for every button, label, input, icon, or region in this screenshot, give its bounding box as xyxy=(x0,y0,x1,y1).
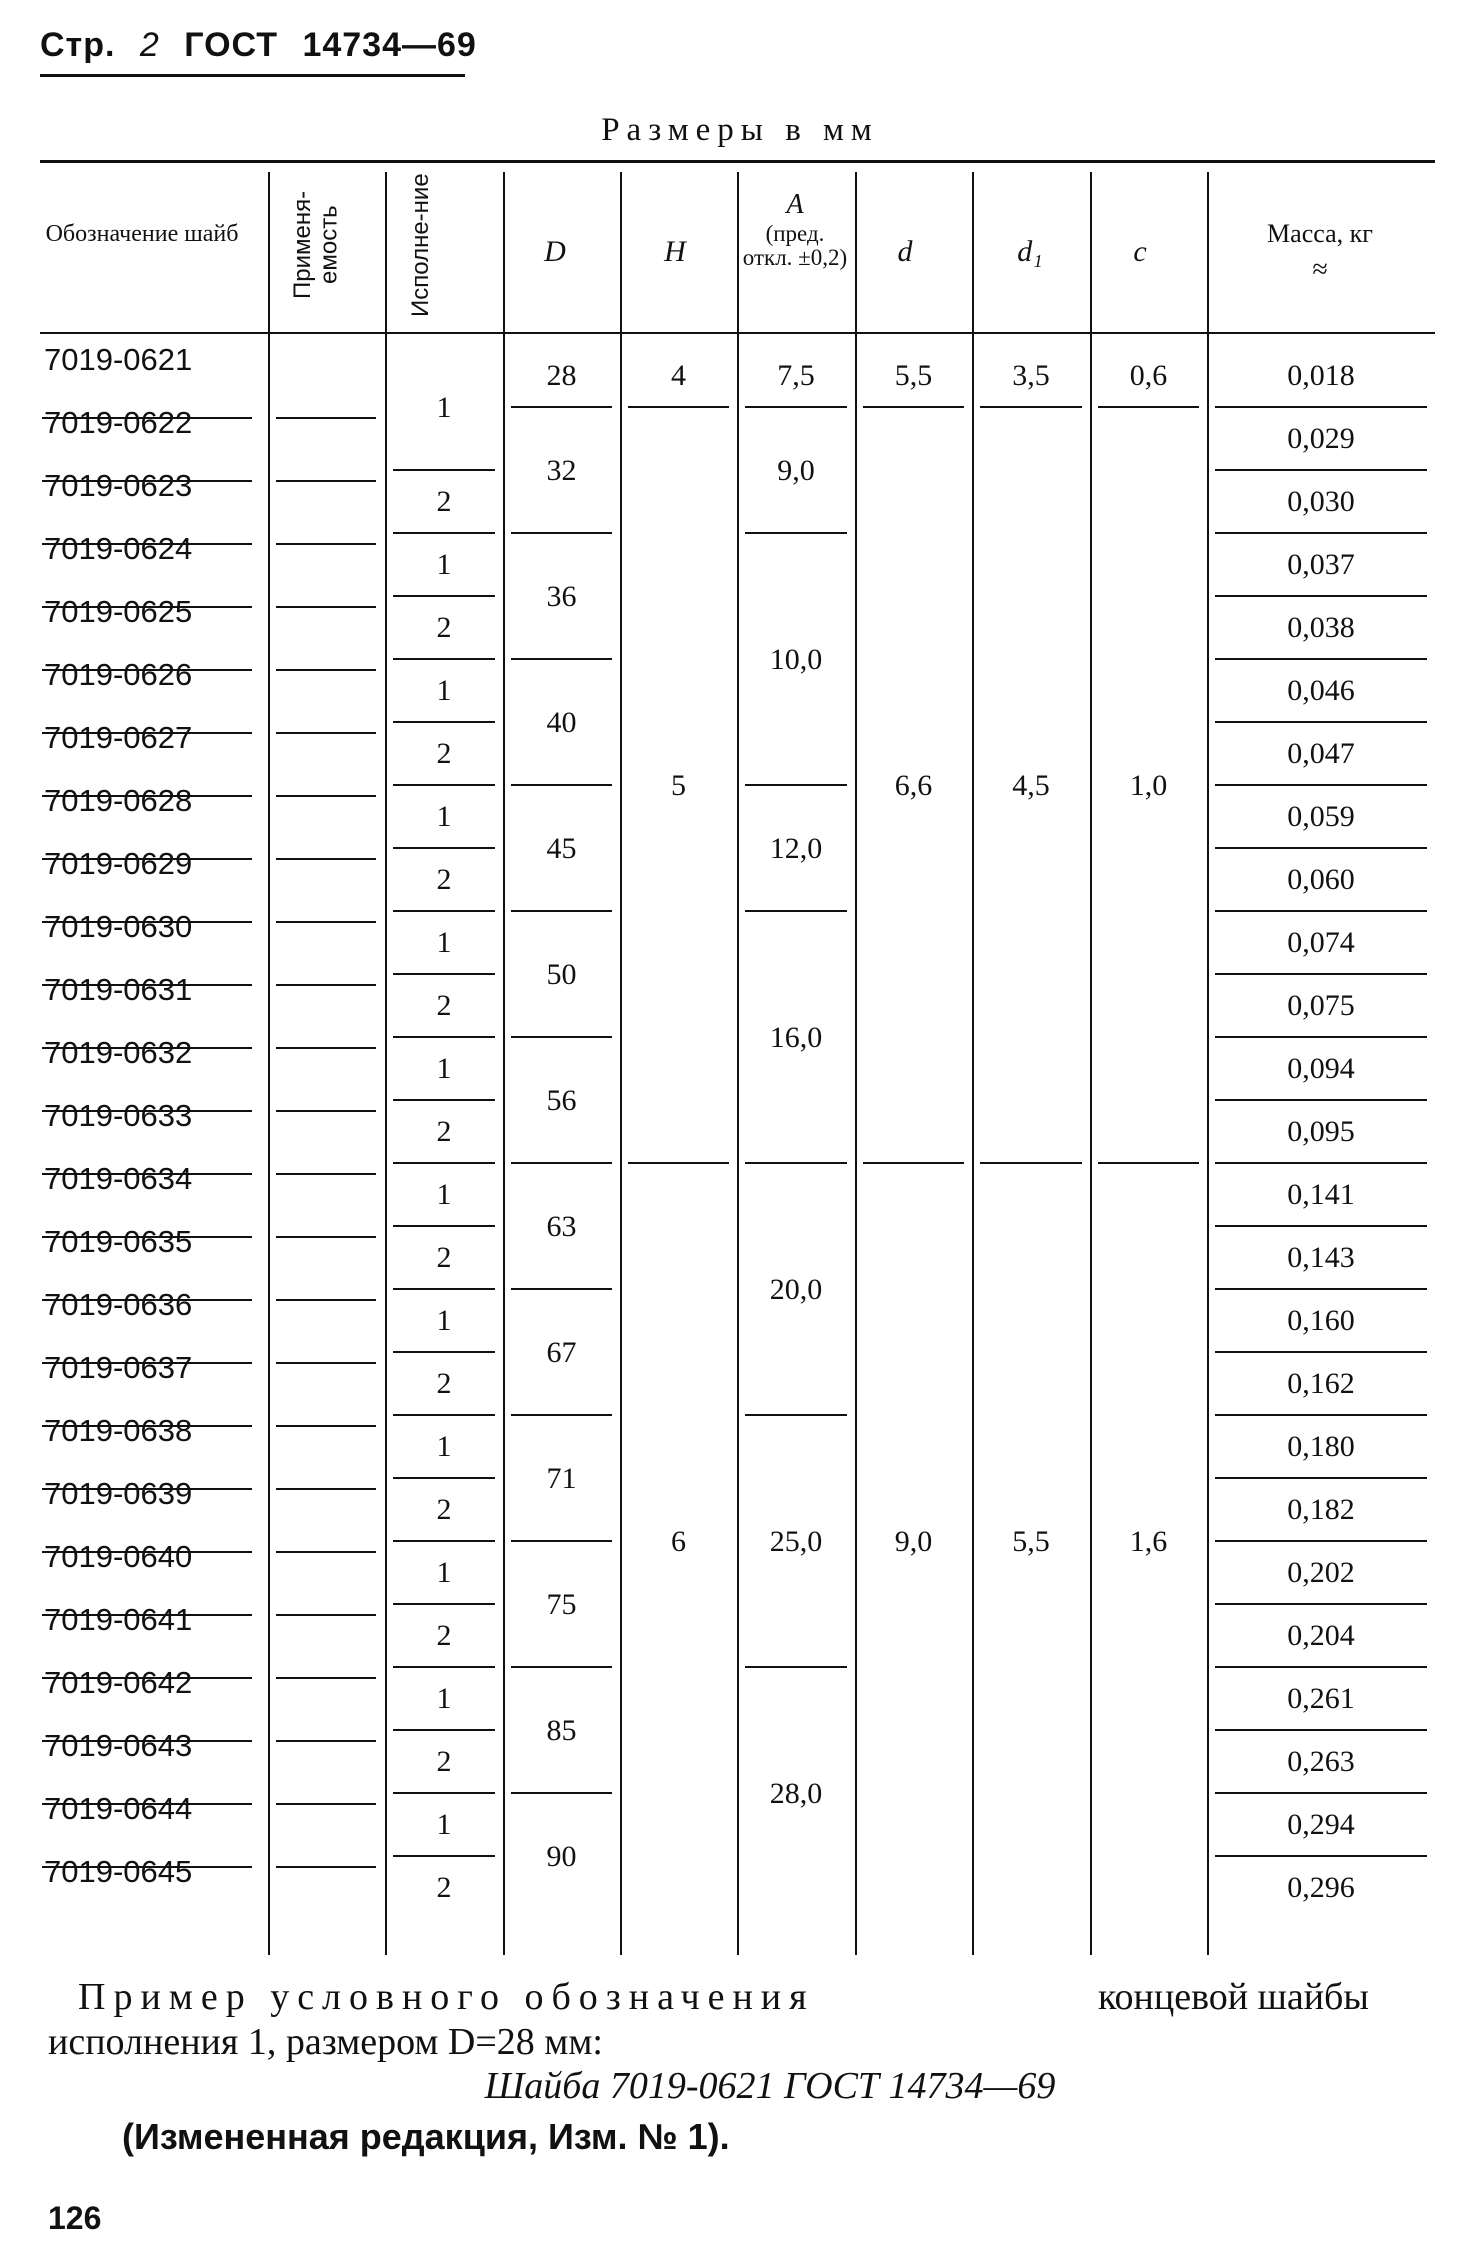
row-rule xyxy=(276,1425,376,1427)
row-rule xyxy=(276,1677,376,1679)
row-rule xyxy=(276,1614,376,1616)
designation-cell: 7019-0632 xyxy=(44,1035,193,1070)
col-header-version: Исполне-ние xyxy=(407,173,434,317)
designation-cell: 7019-0636 xyxy=(44,1287,193,1322)
row-rule xyxy=(276,669,376,671)
D-cell: 45 xyxy=(546,831,577,865)
mass-cell: 0,160 xyxy=(1287,1304,1355,1337)
mass-cell: 0,141 xyxy=(1287,1178,1355,1211)
designation-cell: 7019-0629 xyxy=(44,846,193,881)
mass-cell: 0,296 xyxy=(1287,1871,1355,1904)
row-rule xyxy=(276,732,376,734)
col-header-H: H xyxy=(664,235,686,268)
designation-cell: 7019-0626 xyxy=(44,657,193,692)
page-header xyxy=(40,26,491,65)
D-cell: 90 xyxy=(546,1839,577,1873)
d1-cell: 3,5 xyxy=(1012,359,1050,392)
A-cell: 12,0 xyxy=(769,831,823,865)
version-cell: 1 xyxy=(436,1052,452,1085)
version-cell: 1 xyxy=(436,926,452,959)
H-cell: 6 xyxy=(671,1524,686,1558)
version-cell: 1 xyxy=(436,1304,452,1337)
d-cell: 5,5 xyxy=(894,359,933,392)
example-line-1a: Пример условного обозначения xyxy=(78,1976,815,2018)
designation-cell: 7019-0628 xyxy=(44,783,193,818)
version-cell: 2 xyxy=(436,1115,452,1148)
row-rule xyxy=(276,606,376,608)
D-cell: 75 xyxy=(546,1587,577,1621)
row-rule xyxy=(276,1047,376,1049)
units-caption: Размеры в мм xyxy=(601,112,879,148)
column-rule xyxy=(972,172,974,1955)
row-rule xyxy=(276,1110,376,1112)
row-rule xyxy=(276,921,376,923)
mass-cell: 0,261 xyxy=(1287,1682,1355,1715)
designation-cell: 7019-0630 xyxy=(44,909,193,944)
mass-cell: 0,060 xyxy=(1287,863,1355,896)
A-cell: 20,0 xyxy=(769,1272,823,1306)
version-cell: 2 xyxy=(436,485,452,518)
row-rule xyxy=(276,1551,376,1553)
row-rule xyxy=(276,1362,376,1364)
version-cell: 2 xyxy=(436,1745,452,1778)
version-cell: 2 xyxy=(436,1493,452,1526)
A-cell: 10,0 xyxy=(769,642,823,676)
col-header-mass-approx: ≈ xyxy=(1312,254,1328,285)
mass-cell: 0,143 xyxy=(1287,1241,1355,1274)
row-rule xyxy=(276,1740,376,1742)
version-cell: 2 xyxy=(436,1241,452,1274)
mass-cell: 0,204 xyxy=(1287,1619,1355,1652)
designation-cell: 7019-0643 xyxy=(44,1728,193,1763)
d1-cell: 4,5 xyxy=(1012,768,1050,802)
D-cell: 40 xyxy=(546,705,577,739)
version-cell: 2 xyxy=(436,863,452,896)
column-rule xyxy=(855,172,857,1955)
row-rule xyxy=(276,1803,376,1805)
D-cell: 56 xyxy=(546,1083,577,1117)
row-rule xyxy=(276,543,376,545)
version-cell: 2 xyxy=(436,1619,452,1652)
designation-cell: 7019-0623 xyxy=(44,468,193,503)
version-cell: 1 xyxy=(436,1178,452,1211)
designation-cell: 7019-0644 xyxy=(44,1791,193,1826)
mass-cell: 0,074 xyxy=(1287,926,1355,959)
H-cell: 4 xyxy=(671,359,686,392)
row-rule xyxy=(276,1173,376,1175)
example-line-2: исполнения 1, размером D=28 мм: xyxy=(48,2021,603,2063)
designation-cell: 7019-0641 xyxy=(44,1602,193,1637)
designation-cell: 7019-0622 xyxy=(44,405,193,440)
column-rule xyxy=(503,172,505,1955)
mass-cell: 0,038 xyxy=(1287,611,1355,644)
c-cell: 0,6 xyxy=(1129,359,1168,392)
row-rule xyxy=(276,795,376,797)
D-cell: 36 xyxy=(546,579,577,613)
A-cell: 9,0 xyxy=(777,453,815,487)
designation-cell: 7019-0645 xyxy=(44,1854,193,1889)
mass-cell: 0,263 xyxy=(1287,1745,1355,1778)
row-rule xyxy=(276,417,376,419)
row-rule xyxy=(276,1236,376,1238)
mass-cell: 0,059 xyxy=(1287,800,1355,833)
A-cell: 7,5 xyxy=(777,359,815,392)
column-rule xyxy=(268,172,270,1955)
c-cell: 1,6 xyxy=(1129,1524,1168,1558)
A-cell: 28,0 xyxy=(769,1776,823,1810)
row-rule xyxy=(276,1488,376,1490)
designation-cell: 7019-0621 xyxy=(44,342,193,377)
mass-cell: 0,037 xyxy=(1287,548,1355,581)
designation-cell: 7019-0640 xyxy=(44,1539,193,1574)
row-rule xyxy=(276,480,376,482)
mass-cell: 0,202 xyxy=(1287,1556,1355,1589)
mass-cell: 0,182 xyxy=(1287,1493,1355,1526)
designation-cell: 7019-0631 xyxy=(44,972,193,1007)
version-cell: 2 xyxy=(436,737,452,770)
mass-cell: 0,046 xyxy=(1287,674,1355,707)
col-header-designation: Обозначение шайб xyxy=(45,221,239,247)
standard-number: 14734—69 xyxy=(302,26,477,64)
version-cell: 1 xyxy=(436,548,452,581)
column-rule xyxy=(737,172,739,1955)
version-cell: 1 xyxy=(436,1556,452,1589)
page-label: Стр. xyxy=(40,26,116,64)
mass-cell: 0,018 xyxy=(1287,359,1355,392)
version-cell: 2 xyxy=(436,989,452,1022)
designation-cell: 7019-0642 xyxy=(44,1665,193,1700)
d-cell: 6,6 xyxy=(894,768,933,802)
D-cell: 85 xyxy=(546,1713,577,1747)
version-cell: 2 xyxy=(436,1367,452,1400)
col-header-c: c xyxy=(1133,235,1147,268)
example-designation: Шайба 7019-0621 ГОСТ 14734—69 xyxy=(484,2065,1056,2107)
D-cell: 67 xyxy=(546,1335,577,1369)
page-no: 2 xyxy=(139,26,160,64)
designation-cell: 7019-0627 xyxy=(44,720,193,755)
A-cell: 16,0 xyxy=(769,1020,823,1054)
designation-cell: 7019-0639 xyxy=(44,1476,193,1511)
column-rule xyxy=(1090,172,1092,1955)
mass-cell: 0,294 xyxy=(1287,1808,1355,1841)
col-header-mass: Масса, кг xyxy=(1267,219,1373,248)
mass-cell: 0,094 xyxy=(1287,1052,1355,1085)
designation-cell: 7019-0625 xyxy=(44,594,193,629)
col-header-D: D xyxy=(544,235,566,268)
row-rule xyxy=(276,1866,376,1868)
mass-cell: 0,030 xyxy=(1287,485,1355,518)
col-header-applicability: Применя-емость xyxy=(289,190,343,300)
edition-note: (Измененная редакция, Изм. № 1). xyxy=(122,2116,730,2157)
version-cell: 2 xyxy=(436,611,452,644)
mass-cell: 0,162 xyxy=(1287,1367,1355,1400)
mass-cell: 0,180 xyxy=(1287,1430,1355,1463)
D-cell: 50 xyxy=(546,957,577,991)
version-cell: 1 xyxy=(436,390,452,424)
D-cell: 71 xyxy=(546,1461,577,1495)
mass-cell: 0,075 xyxy=(1287,989,1355,1022)
D-cell: 63 xyxy=(546,1209,577,1243)
column-rule xyxy=(385,172,387,1955)
col-header-d: d xyxy=(897,235,913,268)
column-rule xyxy=(1207,172,1209,1955)
version-cell: 2 xyxy=(436,1871,452,1904)
designation-cell: 7019-0633 xyxy=(44,1098,193,1133)
version-cell: 1 xyxy=(436,1682,452,1715)
designation-cell: 7019-0638 xyxy=(44,1413,193,1448)
mass-cell: 0,029 xyxy=(1287,422,1355,455)
col-header-A-note: (пред. откл. ±0,2) xyxy=(742,221,848,271)
header-rule xyxy=(40,74,465,77)
col-header-d1: d₁ xyxy=(1017,235,1043,268)
version-cell: 1 xyxy=(436,800,452,833)
version-cell: 1 xyxy=(436,1430,452,1463)
designation-cell: 7019-0624 xyxy=(44,531,193,566)
row-rule xyxy=(276,984,376,986)
d-cell: 9,0 xyxy=(894,1524,933,1558)
c-cell: 1,0 xyxy=(1129,768,1168,802)
mass-cell: 0,047 xyxy=(1287,737,1355,770)
designation-cell: 7019-0635 xyxy=(44,1224,193,1259)
d1-cell: 5,5 xyxy=(1012,1524,1050,1558)
row-rule xyxy=(276,1299,376,1301)
designation-cell: 7019-0634 xyxy=(44,1161,193,1196)
page-number: 126 xyxy=(48,2200,102,2236)
mass-cell: 0,095 xyxy=(1287,1115,1355,1148)
D-cell: 32 xyxy=(546,453,577,487)
example-line-1b: концевой шайбы xyxy=(1098,1976,1369,2018)
standard-label: ГОСТ xyxy=(184,26,278,64)
H-cell: 5 xyxy=(671,768,686,802)
col-header-A: A xyxy=(786,189,804,220)
D-cell: 28 xyxy=(546,359,577,392)
version-cell: 1 xyxy=(436,674,452,707)
A-cell: 25,0 xyxy=(769,1524,823,1558)
row-rule xyxy=(276,858,376,860)
table-top-rule xyxy=(40,160,1435,163)
version-cell: 1 xyxy=(436,1808,452,1841)
column-rule xyxy=(620,172,622,1955)
designation-cell: 7019-0637 xyxy=(44,1350,193,1385)
